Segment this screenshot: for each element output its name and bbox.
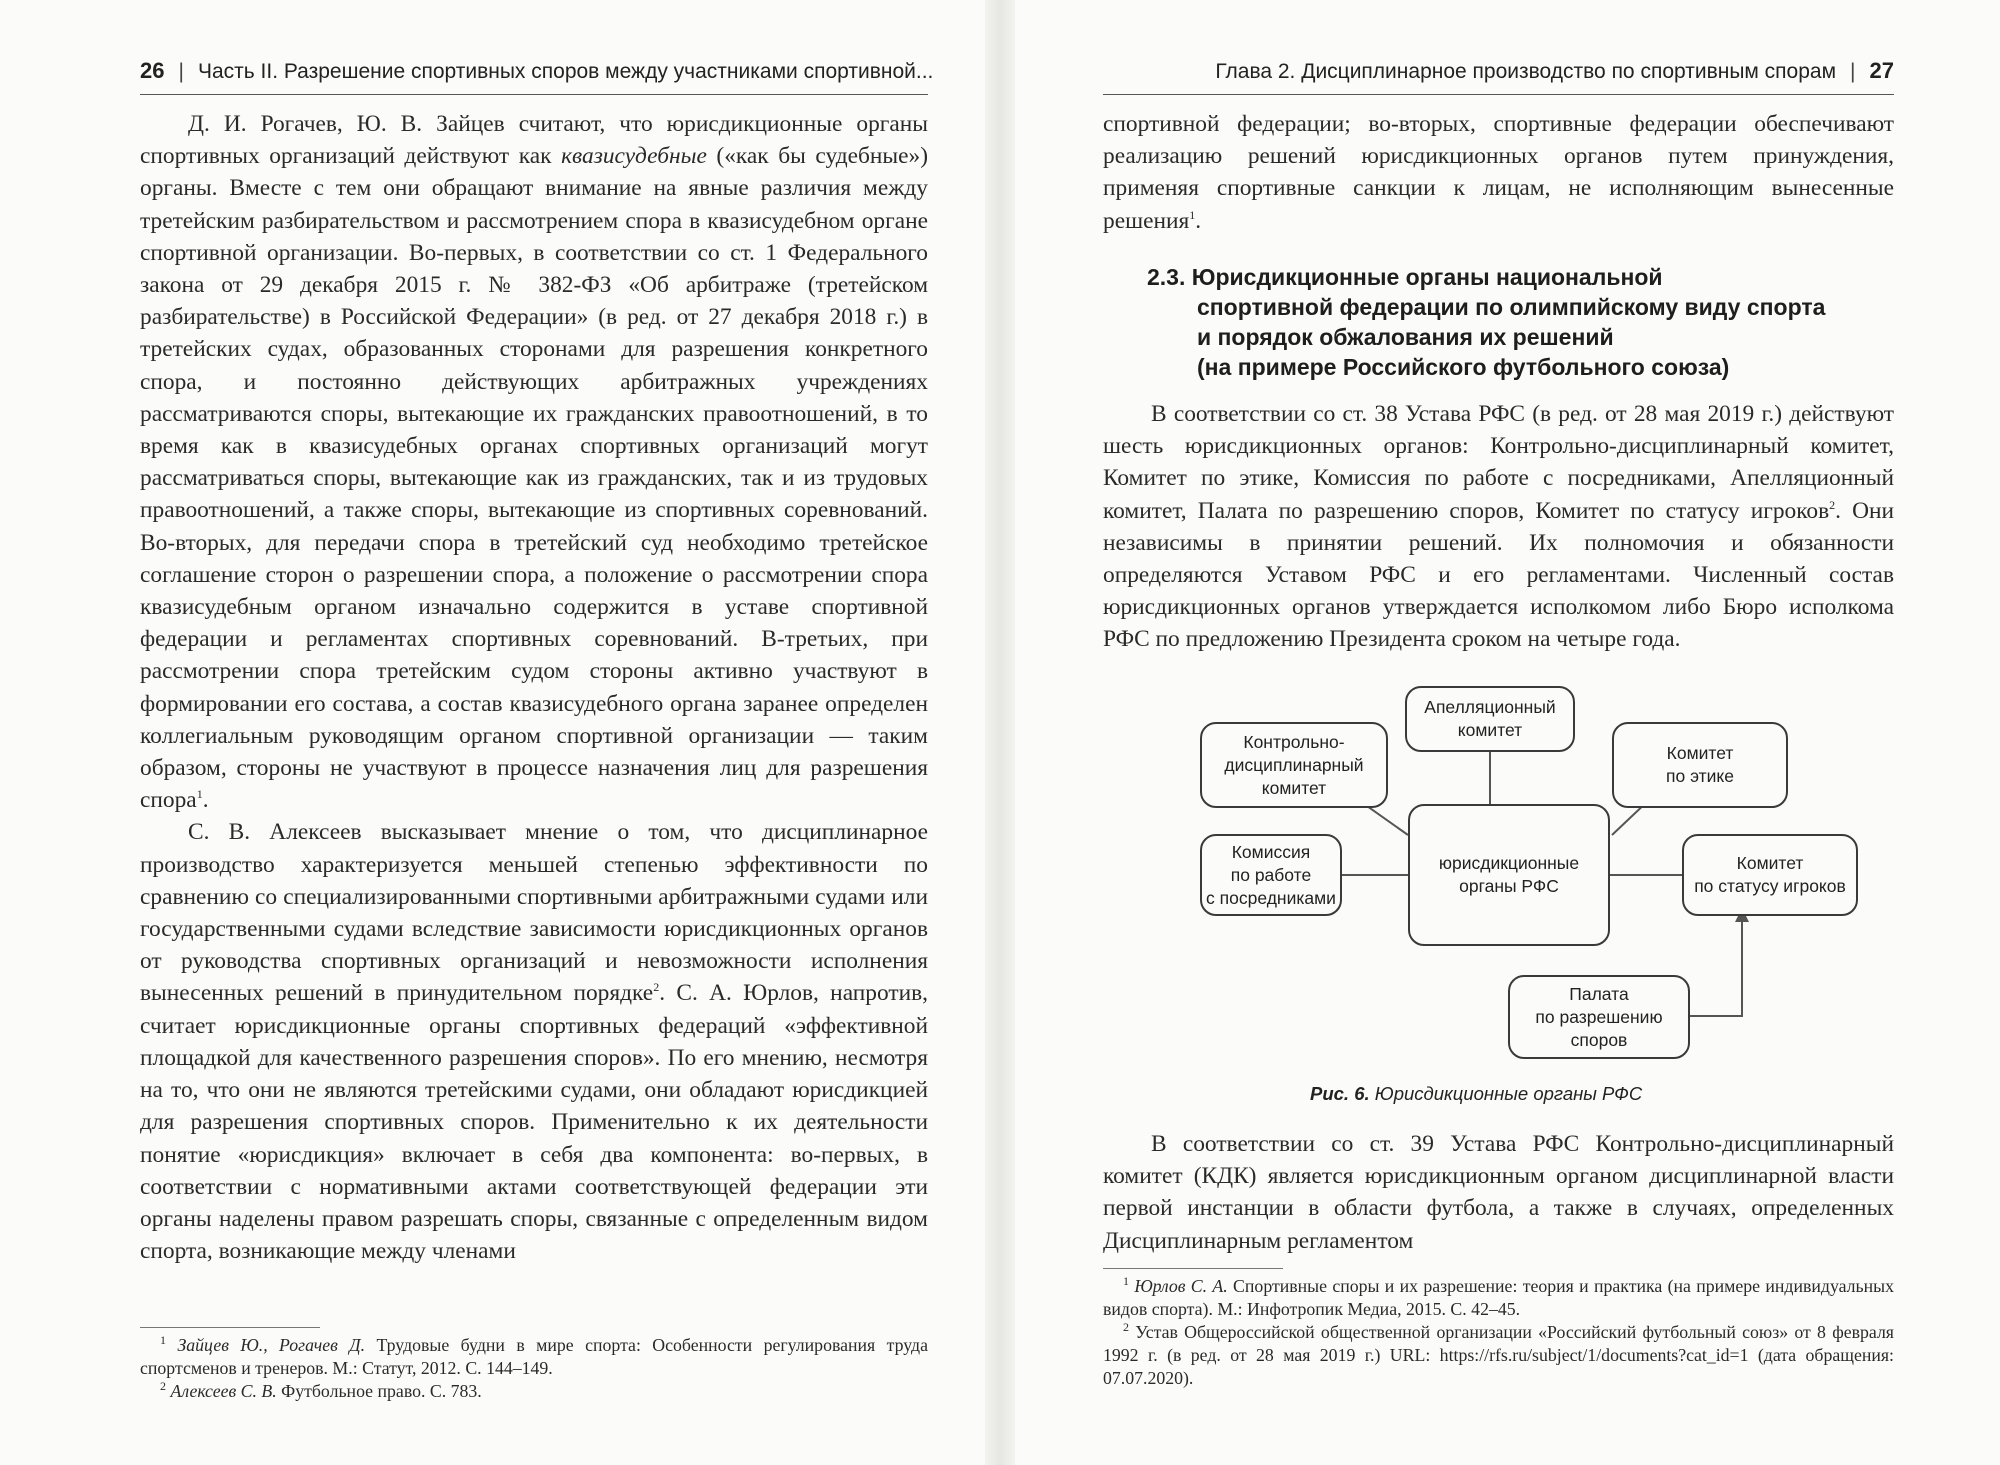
appeal-committee-box: Апелляционный комитет <box>1405 686 1575 752</box>
section-heading-line-4: (на примере Российского футбольного союза) <box>1197 354 1730 380</box>
footnote-ref-1: 1 <box>196 787 203 802</box>
right-footnote-2 <box>1103 1321 1894 1390</box>
right-header-title: Глава 2. Дисциплинарное производство по спортивным спорам <box>1215 60 1837 83</box>
right-cont-text: спортивной федерации; во-вторых, спортивные федерации обеспечивают реализацию решений юрисдикционных органов путем принуждения, применяя спортивные санкции к лицам, не исполняющим вынесенные решения <box>1103 111 1894 234</box>
footnote-ref-2: 2 <box>653 980 660 995</box>
right-fn1-author: Юрлов С. А. <box>1134 1276 1228 1296</box>
left-fn2-author: Алексеев С. В. <box>170 1381 277 1401</box>
right-p1-start: В соответствии со ст. 38 Устава РФС (в ред. от 28 мая 2019 г.) действуют шесть юрисдикционных органов: Контрольно-дисциплинарный комитет, Комитет по этике, Комиссия по работе с посредниками, Апелляционный комитет, Палата по разрешению споров, Комитет по статусу игроков <box>1103 401 1894 524</box>
right-fn2-text: Устав Общероссийской общественной организации «Российский футбольный союз» от 8 февраля 1992 г. (в ред. от 28 мая 2019 г.) URL: https://rfs.ru/subject/1/documents?cat_id=1 (дата обращения: 07.07.2020). <box>1103 1322 1894 1388</box>
left-running-header: 26 | Часть II. Разрешение спортивных споров между участниками спортивной... <box>140 58 928 95</box>
left-fn1-num: 1 <box>160 1333 166 1348</box>
right-page <box>1000 0 2000 1465</box>
left-fn2-text: Футбольное право. С. 783. <box>276 1381 482 1401</box>
center-box: юрисдикционные органы РФС <box>1408 804 1610 946</box>
ethics-committee-box: Комитет по этике <box>1612 722 1788 808</box>
left-fn2-num: 2 <box>160 1379 166 1394</box>
right-fn2-num: 2 <box>1123 1320 1129 1335</box>
players-status-committee-box: Комитет по статусу игроков <box>1682 834 1858 916</box>
right-body-text-2 <box>1103 1128 1894 1257</box>
right-footnote-rule <box>1103 1268 1283 1269</box>
right-running-header: Глава 2. Дисциплинарное производство по спортивным спорам | 27 <box>1103 58 1894 95</box>
left-p1-end: («как бы судебные») органы. Вместе с тем они обращают внимание на явные различия между третейским разбирательством и рассмотрением спора в квазисудебном органе спортивной организации. Во-первых, в соответствии со ст. 1 Федерального закона от 29 декабря 2015 г. № 382-ФЗ «Об арбитраже (третейском разбирательстве) в Российской Федерации» (в ред. от 27 декабря 2018 г.) в третейских судах, образованных сторонами для разрешения конкретного спора, и постоянно действующих арбитражных учреждениях рассматриваются споры, вытекающие их гражданских правоотношений, в то время как в квазисудебных органах спортивных организаций могут рассматриваться споры, вытекающие как из гражданских, так и из трудовых правоотношений, а также споры, вытекающие из спортивных соревнований. Во-вторых, для передачи спора в третейский суд необходимо третейское соглашение сторон о разрешении спора, а положение о рассмотрении спора квазисудебным органом изначально содержится в уставе спортивной федерации и регламентах спортивных соревнований. В-третьих, при рассмотрении спора третейским судом стороны активно участвуют в формировании его состава, а состав квазисудебного органа заранее определен коллегиальным руководящим органом спортивной организации — таким образом, стороны не участвуют в процессе назначения лиц для разрешения спора <box>140 143 928 814</box>
left-footnote-rule <box>140 1327 320 1328</box>
right-footnote-1 <box>1103 1275 1894 1321</box>
right-footnote-ref-1: 1 <box>1189 207 1196 222</box>
figure-caption-label: Рис. 6. <box>1310 1083 1370 1104</box>
left-footnotes <box>140 1334 928 1403</box>
intermediaries-commission-box: Комиссия по работе с посредниками <box>1200 834 1342 916</box>
left-fn1-text: Трудовые будни в мире спорта: Особенности регулирования труда спортсменов и тренеров. М.: Статут, 2012. С. 144–149. <box>140 1335 928 1378</box>
figure-caption <box>1310 1083 1642 1105</box>
kdk-box: Контрольно- дисциплинарный комитет <box>1200 722 1388 808</box>
left-paragraph-1: Д. И. Рогачев, Ю. В. Зайцев считают, что юрисдикционные органы спортивных организаций действуют как квазисудебные («как бы судебные») органы. Вместе с тем они обращают внимание на явные различия между третейским разбирательством и рассмотрением спора в квазисудебном органе спортивной организации. Во-первых, в соответствии со ст. 1 Федерального закона от 29 декабря 2015 г. № 382-ФЗ «Об арбитраже (третейском разбирательстве) в Российской Федерации» (в ред. от 27 декабря 2018 г.) в третейских судах, образованных сторонами для разрешения конкретного спора, и постоянно действующих арбитражных учреждениях рассматриваются споры, вытекающие их гражданских правоотношений, в то время как в квазисудебных органах спортивных организаций могут рассматриваться споры, вытекающие как из гражданских, так и из трудовых правоотношений, а также споры, вытекающие из спортивных соревнований. Во-вторых, для передачи спора в третейский суд необходимо третейское соглашение сторон о разрешении спора, а положение о рассмотрении спора квазисудебным органом изначально содержится в уставе спортивной федерации и регламентах спортивных соревнований. В-третьих, при рассмотрении спора третейским судом стороны активно участвуют в формировании его состава, а состав квазисудебного органа заранее определен коллегиальным руководящим органом спортивной организации — таким образом, стороны не участвуют в процессе назначения лиц для разрешения спора$^1$. <box>140 111 928 814</box>
left-paragraph-2 <box>140 816 928 1267</box>
left-footnote-1 <box>140 1334 928 1380</box>
right-page-number: 27 <box>1869 58 1894 83</box>
disputes-chamber-box: Палата по разрешению споров <box>1508 975 1690 1059</box>
left-body-text <box>140 108 928 1267</box>
right-fn1-text: Спортивные споры и их разрешение: теория и практика (на примере индивидуальных видов спорта). М.: Инфотропик Медиа, 2015. С. 42–45. <box>1103 1276 1894 1319</box>
right-p1-end: . Они независимы в принятии решений. Их полномочия и обязанности определяются Уставом РФС и его регламентами. Численный состав юрисдикционных органов утверждается исполкомом либо Бюро исполкома РФС по предложению Президента сроком на четыре года. <box>1103 497 1894 653</box>
right-fn1-num: 1 <box>1123 1274 1129 1289</box>
left-p2-start: С. В. Алексеев высказывает мнение о том, что дисциплинарное производство характеризуется меньшей степенью эффективности по сравнению со специализированными спортивными арбитражными судами или государственными судами вследствие зависимости юрисдикционных органов от руководства спортивных организаций и невозможности исполнения вынесенных решений в принудительном порядке <box>140 819 928 1007</box>
section-heading-line-3: и порядок обжалования их решений <box>1197 324 1614 350</box>
figure-caption-text: Юрисдикционные органы РФС <box>1369 1083 1643 1104</box>
right-continued-paragraph: спортивной федерации; во-вторых, спортивные федерации обеспечивают реализацию решений юрисдикционных органов путем принуждения, применяя спортивные санкции к лицам, не исполняющим вынесенные решения$^1$. <box>1103 111 1894 234</box>
section-heading-line-1: 2.3. Юрисдикционные органы национальной <box>1147 264 1663 290</box>
section-heading-line-2: спортивной федерации по олимпийскому виду спорта <box>1197 294 1826 320</box>
left-fn1-author: Зайцев Ю., Рогачев Д. <box>177 1335 366 1355</box>
left-header-title: Часть II. Разрешение спортивных споров между участниками спортивной... <box>197 60 934 83</box>
connector-disputes <box>1690 920 1742 1016</box>
left-p2-end: . С. А. Юрлов, напротив, считает юрисдикционные органы спортивных федераций «эффективной площадкой для качественного разрешения споров». По его мнению, несмотря на то, что они не являются третейскими судами, они обладают юрисдикцией для разрешения спортивных споров. Применительно к их деятельности понятие «юрисдикция» включает в себя два компонента: во-первых, в соответствии с нормативными актами соответствующей федерации эти органы наделены правом разрешать споры, связанные с определенным видом спорта, возникающие между членами <box>140 980 928 1265</box>
left-footnote-2 <box>140 1380 928 1403</box>
left-p1-italic: квазисудебные <box>561 143 707 170</box>
right-footnotes <box>1103 1275 1894 1390</box>
left-p1-start: Д. И. Рогачев, Ю. В. Зайцев считают, что юрисдикционные органы спортивных организаций действуют как <box>140 111 928 170</box>
right-paragraph-2: В соответствии со ст. 39 Устава РФС Контрольно-дисциплинарный комитет (КДК) является юрисдикционным органом дисциплинарной власти первой инстанции в области футбола, а также в случаях, определенных Дисциплинарным регламентом <box>1103 1131 1894 1254</box>
left-page-number: 26 <box>140 58 165 83</box>
right-footnote-ref-2: 2 <box>1829 497 1836 512</box>
